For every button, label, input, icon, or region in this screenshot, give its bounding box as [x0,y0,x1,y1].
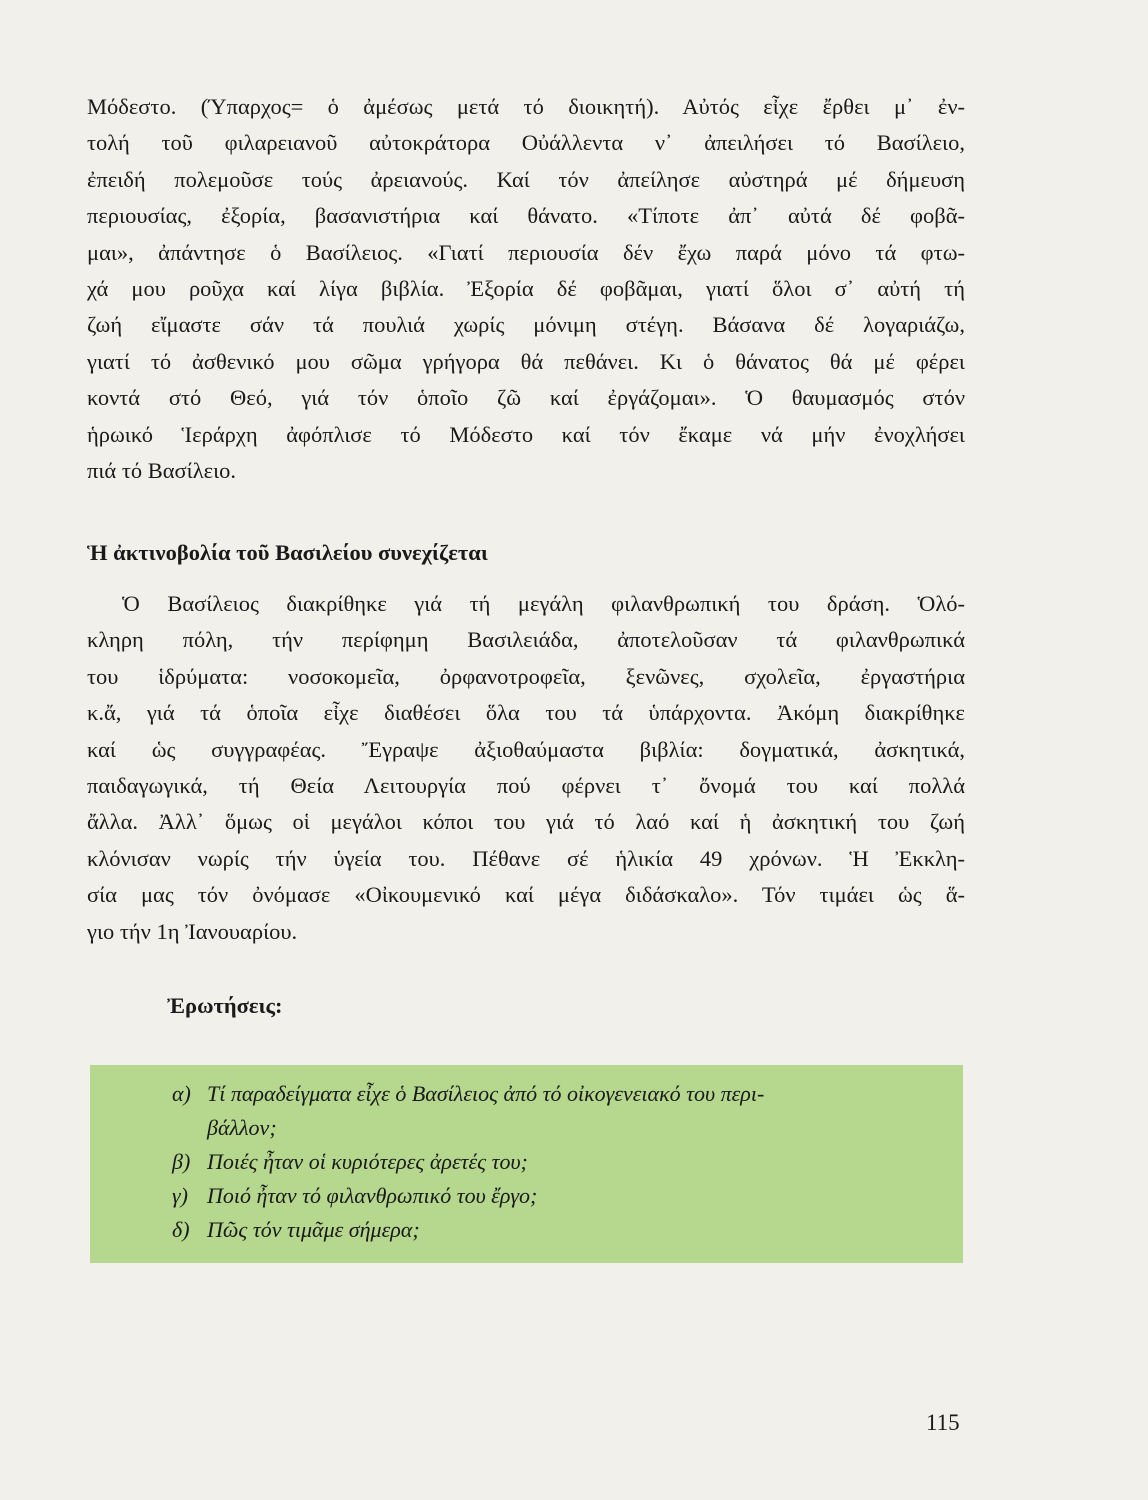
text-line: κ.ἄ, γιά τά ὁποῖα εἶχε διαθέσει ὅλα του τά ὑπάρχοντα. Ἀκόμη διακρίθηκε [87,700,965,726]
text-line: σία μας τόν ὀνόμασε «Οἰκουμενικό καί μέγα διδάσκαλο». Τόν τιμάει ὡς ἅ- [87,882,965,908]
text-line: μαι», ἀπάντησε ὁ Βασίλειος. «Γιατί περιουσία δέν ἔχω παρά μόνο τά φτω- [87,239,965,265]
text-line: ἡρωικό Ἱεράρχη ἀφόπλισε τό Μόδεστο καί τόν ἔκαμε νά μήν ἐνοχλήσει [87,421,965,447]
question-item [172,1145,528,1179]
text-line: του ἱδρύματα: νοσοκομεῖα, ὀρφανοτροφεῖα, ξενῶνες, σχολεῖα, ἐργαστήρια [87,663,965,689]
text-line: χά μου ροῦχα καί λίγα βιβλία. Ἐξορία δέ φοβᾶμαι, γιατί ὅλοι σ᾽ αὐτή τή [87,276,965,302]
question-continuation: βάλλον; [207,1115,277,1140]
text-line: Μόδεστο. (Ύπαρχος= ὁ ἀμέσως μετά τό διοικητή). Αὐτός εἶχε ἔρθει μ᾽ ἐν- [87,94,965,119]
question-item [172,1213,420,1247]
question-text: Πῶς τόν τιμᾶμε σήμερα; [207,1217,420,1242]
question-text: Ποιές ἦταν οἱ κυριότερες ἀρετές του; [207,1149,528,1174]
question-marker: β) [172,1149,191,1174]
text-line: κληρη πόλη, τήν περίφημη Βασιλειάδα, ἀποτελοῦσαν τά φιλανθρωπικά [87,627,965,653]
question-item [172,1179,537,1213]
text-line: τολή τοῦ φιλαρειανοῦ αὐτοκράτορα Οὐάλλεντα ν᾽ ἀπειλήσει τό Βασίλειο, [87,130,965,156]
text-line: παιδαγωγικά, τή Θεία Λειτουργία πού φέρνει τ᾽ ὄνομά του καί πολλά [87,773,965,799]
question-text: Τί παραδείγματα εἶχε ὁ Βασίλειος ἀπό τό οἰκογενειακό του περι- [207,1081,765,1106]
text-line: Ὁ Βασίλειος διακρίθηκε γιά τή μεγάλη φιλανθρωπική του δράση. Ὁλό- [122,591,965,616]
text-line: περιουσίας, ἐξορία, βασανιστήρια καί θάνατο. «Τίποτε ἀπ᾽ αὐτά δέ φοβᾶ- [87,203,965,229]
text-line: πιά τό Βασίλειο. [87,458,237,484]
text-line: κοντά στό Θεό, γιά τόν ὁποῖο ζῶ καί ἐργάζομαι». Ὁ θαυμασμός στόν [87,385,965,411]
question-text: Ποιό ἦταν τό φιλανθρωπικό του ἔργο; [207,1183,538,1208]
text-line: ἄλλα. Ἀλλ᾽ ὅμως οἱ μεγάλοι κόποι του γιά τό λαό καί ἡ ἀσκητική του ζωή [87,809,965,835]
page-number: 115 [926,1410,960,1435]
question-marker: γ) [172,1183,188,1208]
text-line: καί ὡς συγγραφέας. Ἔγραψε ἀξιοθαύμαστα βιβλία: δογματικά, ἀσκητικά, [87,736,965,762]
question-marker: α) [172,1081,191,1106]
question-marker: δ) [172,1217,190,1242]
section-heading: Ἡ ἀκτινοβολία τοῦ Βασιλείου συνεχίζεται [87,540,488,565]
text-line: κλόνισαν νωρίς τήν ὑγεία του. Πέθανε σέ ἡλικία 49 χρόνων. Ἡ Ἐκκλη- [87,845,965,871]
paragraph-1 [87,89,965,489]
text-line: ζωή εἴμαστε σάν τά πουλιά χωρίς μόνιμη στέγη. Βάσανα δέ λογαριάζω, [87,312,965,338]
text-line: γιατί τό ἀσθενικό μου σῶμα γρήγορα θά πεθάνει. Κι ὁ θάνατος θά μέ φέρει [87,348,965,374]
question-item [172,1077,764,1111]
questions-title: Ἐρωτήσεις: [167,993,283,1018]
text-line: ἐπειδή πολεμοῦσε τούς ἀρειανούς. Καί τόν ἀπείλησε αὐστηρά μέ δήμευση [87,166,965,192]
text-line: γιο τήν 1η Ἰανουαρίου. [87,918,298,944]
paragraph-2 [87,586,965,950]
